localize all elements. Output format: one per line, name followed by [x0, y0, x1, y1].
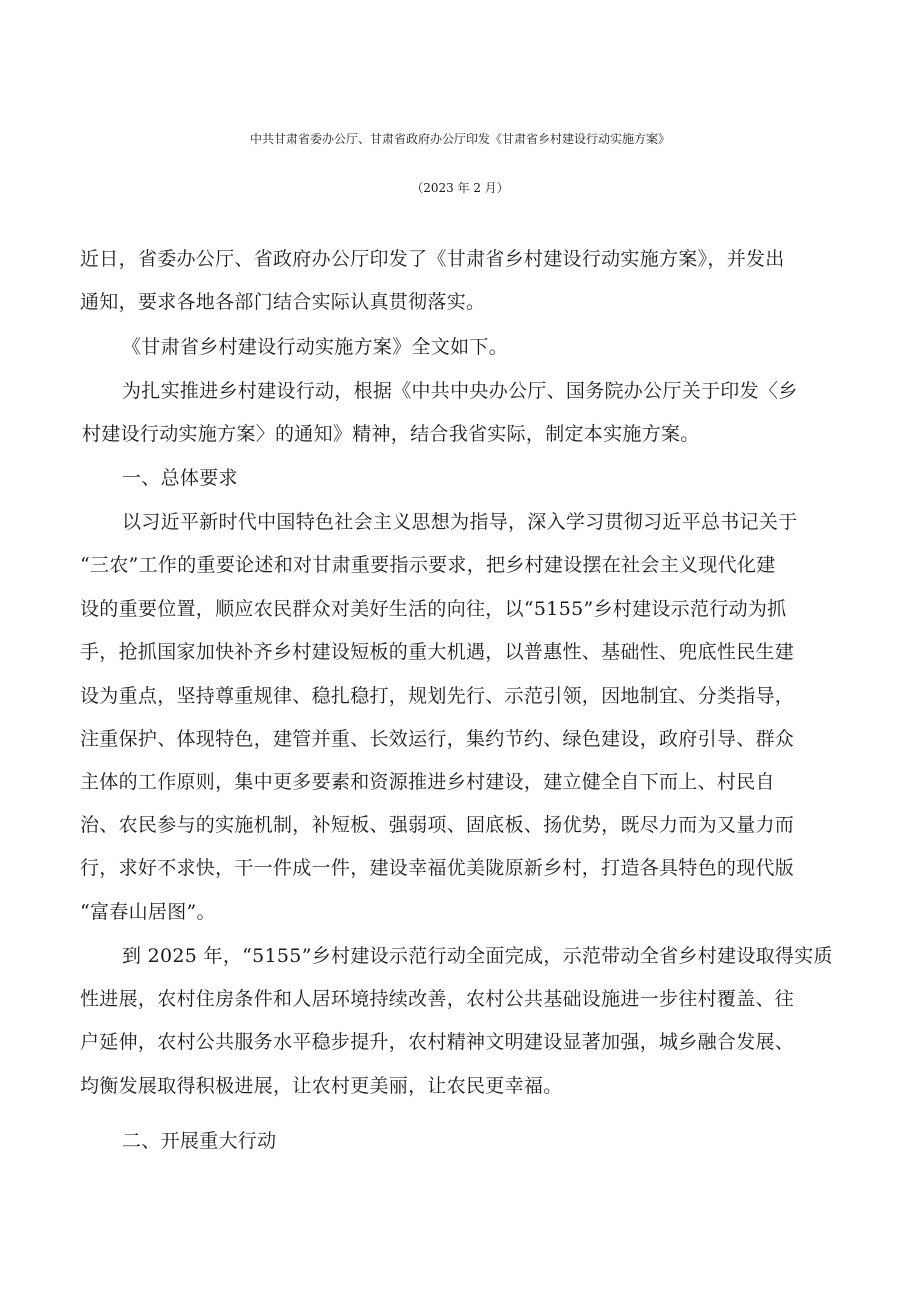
body-line: 到 2025 年，“5155”乡村建设示范行动全面完成，示范带动全省乡村建设取得实质 [122, 945, 833, 967]
section-heading: 一、总体要求 [122, 467, 238, 489]
body-line: 以习近平新时代中国特色社会主义思想为指导，深入学习贯彻习近平总书记关于 [122, 511, 798, 533]
body-line: 为扎实推进乡村建设行动，根据《中共中央办公厅、国务院办公厅关于印发〈乡 [122, 380, 798, 402]
body-line: 主体的工作原则，集中更多要素和资源推进乡村建设，建立健全自下而上、村民自 [80, 771, 775, 793]
body-line: 村建设行动实施方案〉的通知》精神，结合我省实际，制定本实施方案。 [82, 423, 700, 445]
document-title: 中共甘肃省委办公厅、甘肃省政府办公厅印发《甘肃省乡村建设行动实施方案》 [249, 132, 670, 146]
body-line: 行，求好不求快，干一件成一件，建设幸福优美陇原新乡村，打造各具特色的现代版 [80, 857, 795, 879]
body-line: 通知，要求各地各部门结合实际认真贯彻落实。 [80, 291, 486, 313]
body-line: 户延伸，农村公共服务水平稳步提升，农村精神文明建设显著加强，城乡融合发展、 [80, 1031, 795, 1053]
body-line: 治、农民参与的实施机制，补短板、强弱项、固底板、扬优势，既尽力而为又量力而 [80, 814, 795, 836]
body-line: 设的重要位置，顺应农民群众对美好生活的向往，以“5155”乡村建设示范行动为抓 [80, 598, 787, 620]
body-line: 均衡发展取得积极进展，让农村更美丽，让农民更幸福。 [80, 1075, 563, 1097]
body-line: 近日，省委办公厅、省政府办公厅印发了《甘肃省乡村建设行动实施方案》，并发出 [80, 248, 785, 270]
body-line: 设为重点，坚持尊重规律、稳扎稳打，规划先行、示范引领，因地制宜、分类指导， [80, 685, 795, 707]
body-line: “三农”工作的重要论述和对甘肃重要指示要求，把乡村建设摆在社会主义现代化建 [80, 554, 776, 576]
body-line: 注重保护、体现特色，建管并重、长效运行，集约节约、绿色建设，政府引导、群众 [80, 728, 795, 750]
section-heading: 二、开展重大行动 [122, 1130, 277, 1152]
body-line: 性进展，农村住房条件和人居环境持续改善，农村公共基础设施进一步往村覆盖、往 [80, 988, 795, 1010]
body-line: 《甘肃省乡村建设行动实施方案》全文如下。 [122, 336, 509, 358]
body-line: 手，抢抓国家加快补齐乡村建设短板的重大机遇，以普惠性、基础性、兜底性民生建 [80, 641, 795, 663]
document-date: （2023 年 2 月） [411, 181, 509, 195]
body-line: “富春山居图”。 [80, 901, 216, 923]
